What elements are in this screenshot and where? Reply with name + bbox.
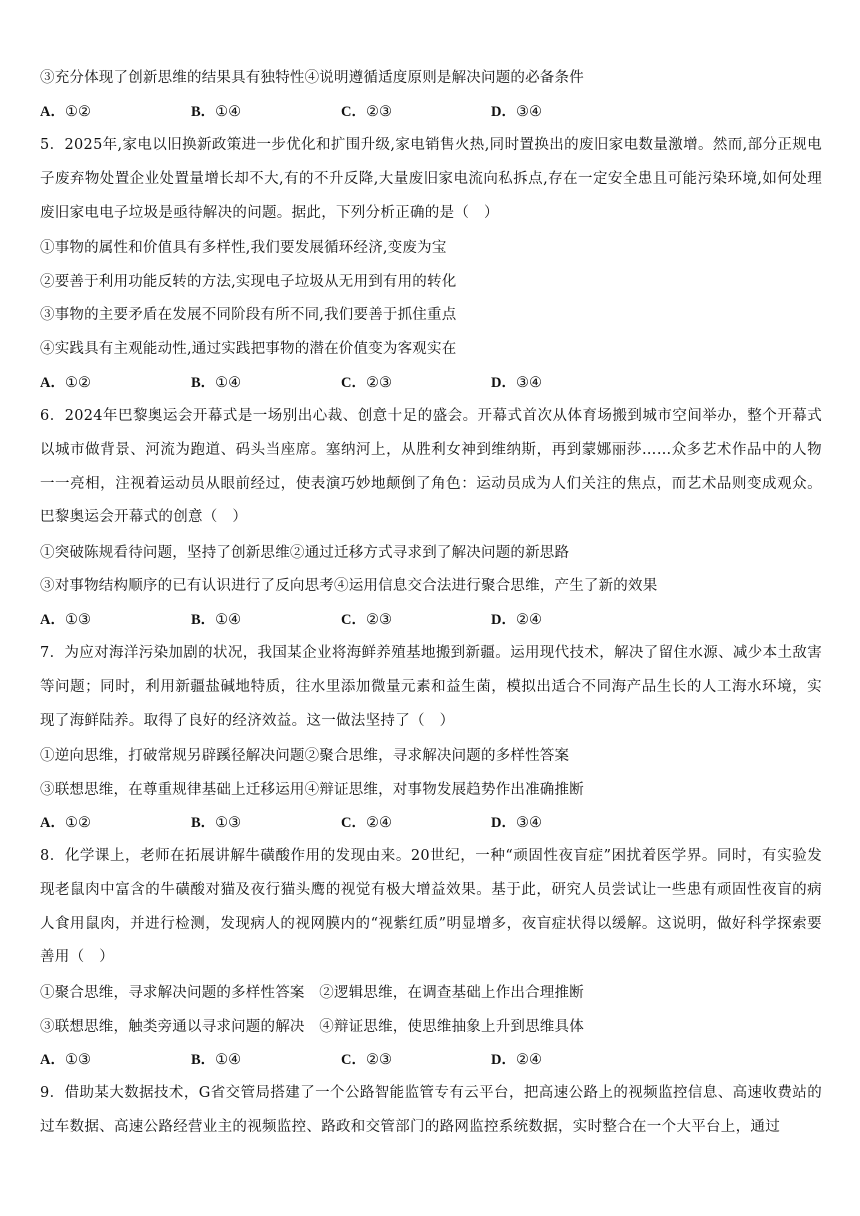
q8-option-a[interactable]: A．①③ — [40, 1052, 91, 1068]
q7-option-a[interactable]: A．①② — [40, 815, 91, 831]
q6-option-c[interactable]: C．②③ — [341, 612, 392, 628]
q5-statement-2: ②要善于利用功能反转的方法,实现电子垃圾从无用到有用的转化 — [40, 274, 457, 290]
q5-statement-1: ①事物的属性和价值具有多样性,我们要发展循环经济,变废为宝 — [40, 240, 447, 256]
q5-option-a[interactable]: A．①② — [40, 375, 91, 391]
q5-statement-3: ③事物的主要矛盾在发展不同阶段有所不同,我们要善于抓住重点 — [40, 307, 457, 323]
q6-option-d[interactable]: D．②④ — [491, 612, 542, 628]
q6-option-a[interactable]: A．①③ — [40, 612, 91, 628]
q8-stem: 8．化学课上，老师在拓展讲解牛磺酸作用的发现由来。20世纪，一种“顽固性夜盲症”困扰着医学界。同时，有实验发现老鼠肉中富含的牛磺酸对猫及夜行猫头鹰的视觉有极大增益效果。基于此，研究人员尝试让一些患有顽固性夜盲的病人食用鼠肉，并进行检测，发现病人的视网膜内的“视紫红质”明显增多，夜盲症状得以缓解。这说明，做好科学探索要善用（ ） — [40, 848, 822, 966]
q6-option-b[interactable]: B．①④ — [191, 612, 242, 628]
q5-stem: 5．2025年,家电以旧换新政策进一步优化和扩围升级,家电销售火热,同时置换出的废旧家电数量激增。然而,部分正规电子废弃物处置企业处置量增长却不大,有的不升反降,大量废旧家电流向私拆点,存在一定安全患且可能污染环境,如何处理废旧家电电子垃圾是亟待解决的问题。据此，下列分析正确的是（ ） — [40, 137, 822, 221]
q6-statement-3-4: ③对事物结构顺序的已有认识进行了反向思考④运用信息交合法进行聚合思维，产生了新的效果 — [40, 578, 658, 594]
q8-statement-1-2: ①聚合思维，寻求解决问题的多样性答案 ②逻辑思维，在调查基础上作出合理推断 — [40, 985, 584, 1001]
q8-statement-3-4: ③联想思维，触类旁通以寻求问题的解决 ④辩证思维，使思维抽象上升到思维具体 — [40, 1019, 584, 1035]
q7-option-b[interactable]: B．①③ — [191, 815, 242, 831]
q6-stem: 6．2024年巴黎奥运会开幕式是一场别出心裁、创意十足的盛会。开幕式首次从体育场搬到城市空间举办，整个开幕式以城市做背景、河流为跑道、码头当座席。塞纳河上，从胜利女神到维纳斯，再到蒙娜丽莎……众多艺术作品中的人物一一亮相，注视着运动员从眼前经过，使表演巧妙地颠倒了角色：运动员成为人们关注的焦点，而艺术品则变成观众。巴黎奥运会开幕式的创意（ ） — [40, 408, 822, 526]
q4-option-b[interactable]: B．①④ — [191, 104, 242, 120]
q5-statement-4: ④实践具有主观能动性,通过实践把事物的潜在价值变为客观实在 — [40, 341, 457, 357]
q9-stem: 9．借助某大数据技术，G省交管局搭建了一个公路智能监管专有云平台，把高速公路上的视频监控信息、高速收费站的过车数据、高速公路经营业主的视频监控、路政和交管部门的路网监控系统数据，实时整合在一个大平台上，通过 — [40, 1085, 822, 1135]
q7-statement-1-2: ①逆向思维，打破常规另辟蹊径解决问题②聚合思维，寻求解决问题的多样性答案 — [40, 748, 570, 764]
q7-option-c[interactable]: C．②④ — [341, 815, 392, 831]
q5-option-b[interactable]: B．①④ — [191, 375, 242, 391]
q4-option-a[interactable]: A．①② — [40, 104, 91, 120]
q7-statement-3-4: ③联想思维，在尊重规律基础上迁移运用④辩证思维，对事物发展趋势作出准确推断 — [40, 782, 584, 798]
q8-option-d[interactable]: D．②④ — [491, 1052, 542, 1068]
q5-option-c[interactable]: C．②③ — [341, 375, 392, 391]
q4-option-d[interactable]: D．③④ — [491, 104, 542, 120]
q8-option-b[interactable]: B．①④ — [191, 1052, 242, 1068]
q4-statement-3-4: ③充分体现了创新思维的结果具有独特性④说明遵循适度原则是解决问题的必备条件 — [40, 70, 584, 86]
q8-option-c[interactable]: C．②③ — [341, 1052, 392, 1068]
q6-statement-1-2: ①突破陈规看待问题，坚持了创新思维②通过迁移方式寻求到了解决问题的新思路 — [40, 545, 570, 561]
q5-option-d[interactable]: D．③④ — [491, 375, 542, 391]
q4-option-c[interactable]: C．②③ — [341, 104, 392, 120]
q7-stem: 7．为应对海洋污染加剧的状况，我国某企业将海鲜养殖基地搬到新疆。运用现代技术，解决了留住水源、减少本土敌害等问题；同时，利用新疆盐碱地特质，往水里添加微量元素和益生菌，模拟出适合不同海产品生长的人工海水环境，实现了海鲜陆养。取得了良好的经济效益。这一做法坚持了（ ） — [40, 645, 822, 729]
q7-option-d[interactable]: D．③④ — [491, 815, 542, 831]
